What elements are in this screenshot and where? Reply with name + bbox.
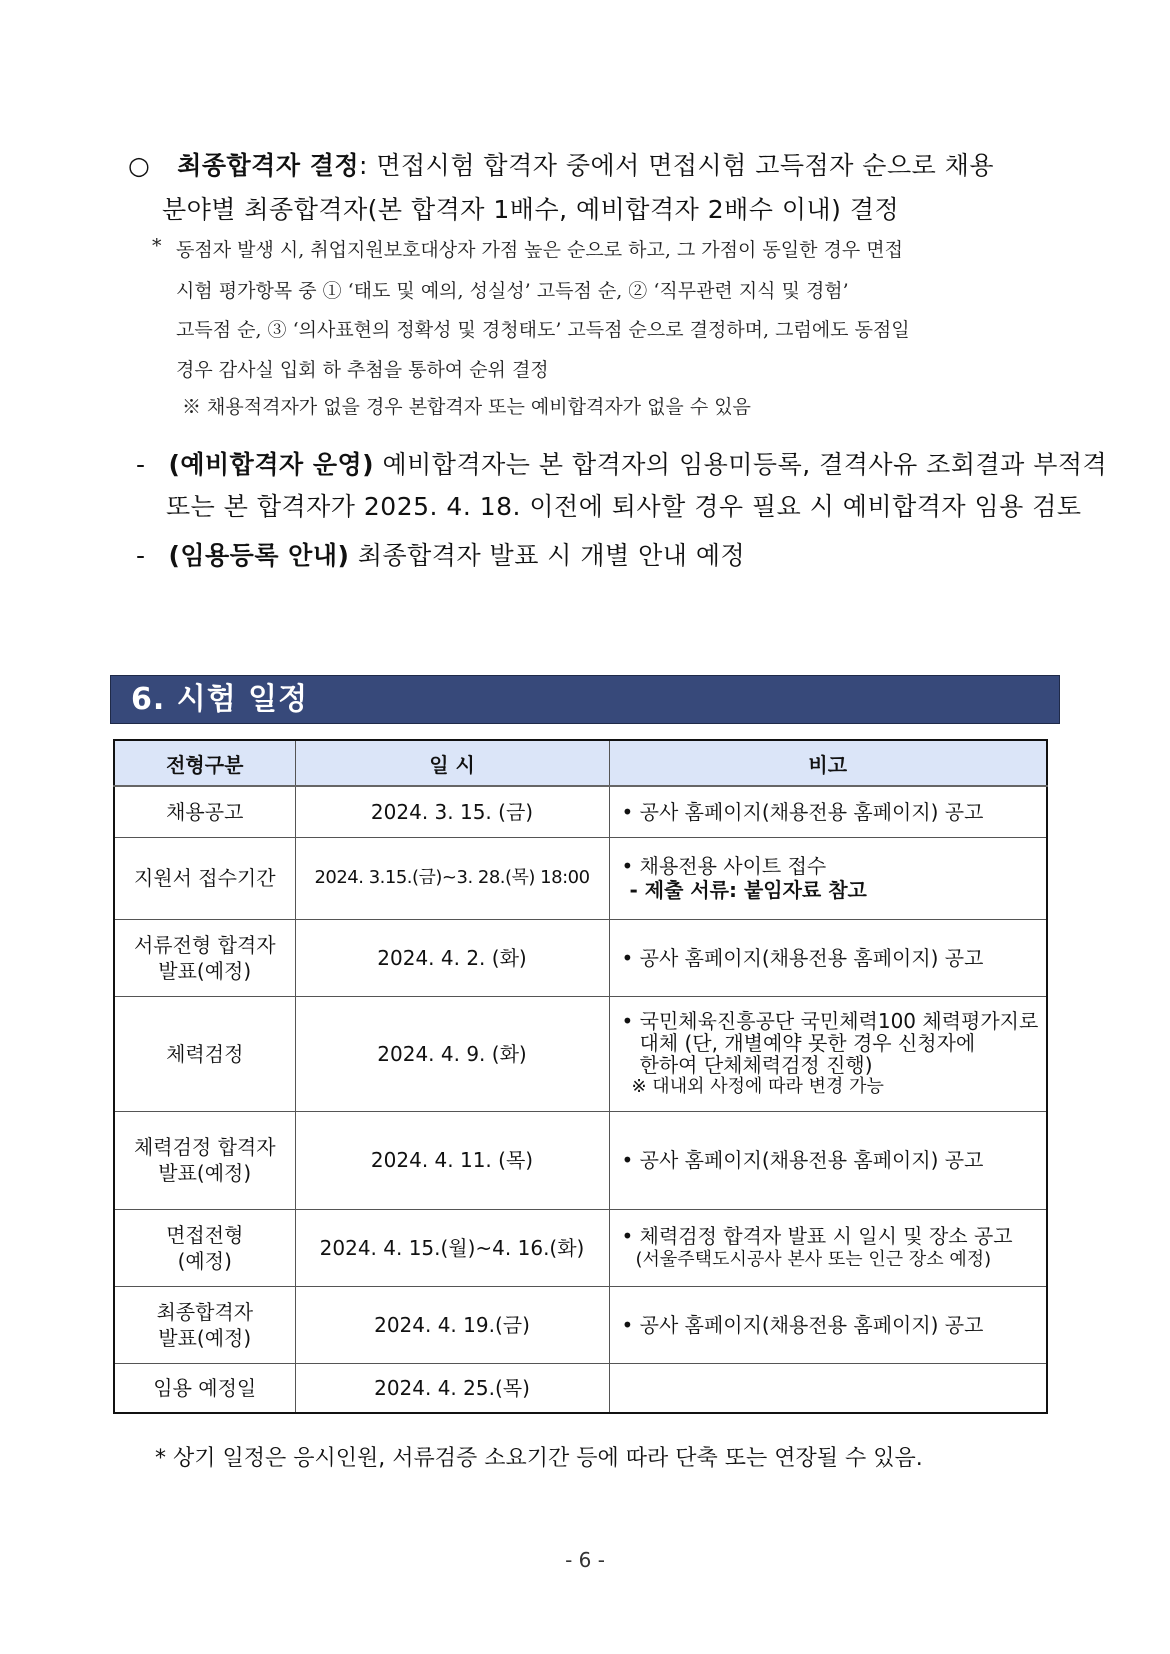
note-remark: ※ 대내외 사정에 따라 변경 가능 (631, 1075, 884, 1097)
reserve-label: (예비합격자 운영) (168, 450, 375, 479)
note-cell (609, 1209, 1047, 1286)
stage-cell (114, 1209, 295, 1286)
stage-label: 발표(예정) (158, 1325, 252, 1350)
note-paren: (서울주택도시공사 본사 또는 인근 장소 예정) (635, 1248, 992, 1270)
col-header-note: 비고 (609, 740, 1047, 786)
note-continuation: 한하여 단체체력검정 진행) (639, 1052, 873, 1077)
stage-label: 지원서 접수기간 (133, 866, 276, 890)
note-bullet: • 공사 홈페이지(채용전용 홈페이지) 공고 (621, 799, 984, 824)
tie-note-marker: * (152, 235, 162, 257)
date-cell: 2024. 4. 2. (화) (295, 919, 609, 996)
stage-cell (114, 1111, 295, 1209)
table-row (114, 1209, 1047, 1286)
stage-label: 발표(예정) (158, 958, 252, 983)
note-bullet: • 채용전용 사이트 접수 (621, 854, 827, 878)
note-cell (609, 837, 1047, 919)
table-row (114, 1286, 1047, 1363)
final-decision-line2: 분야별 최종합격자(본 합격자 1배수, 예비합격자 2배수 이내) 결정 (162, 195, 900, 224)
note-cell (609, 996, 1047, 1111)
date-cell: 2024. 4. 11. (목) (295, 1111, 609, 1209)
date-cell: 2024. 4. 19.(금) (295, 1286, 609, 1363)
note-cell (609, 1286, 1047, 1363)
reference-note: ※ 채용적격자가 없을 경우 본합격자 또는 예비합격자가 없을 수 있음 (182, 396, 751, 418)
table-row (114, 837, 1047, 919)
table-row (114, 1111, 1047, 1209)
reserve-line1 (136, 445, 1107, 481)
registration-text: 최종합격자 발표 시 개별 안내 예정 (349, 541, 746, 570)
tie-note-line: 동점자 발생 시, 취업지원보호대상자 가점 높은 순으로 하고, 그 가점이 동일한 경우 면접 (176, 239, 903, 261)
note-cell (609, 1111, 1047, 1209)
final-decision-line1 (128, 146, 994, 182)
date-cell: 2024. 3. 15. (금) (295, 786, 609, 837)
note-bullet: • 공사 홈페이지(채용전용 홈페이지) 공고 (621, 945, 984, 970)
col-header-date: 일 시 (295, 740, 609, 786)
final-decision-text: : 면접시험 합격자 중에서 면접시험 고득점자 순으로 채용 (359, 151, 995, 180)
date-cell: 2024. 4. 15.(월)~4. 16.(화) (295, 1209, 609, 1286)
table-row (114, 786, 1047, 837)
stage-label: (예정) (177, 1248, 232, 1273)
table-row (114, 1363, 1047, 1413)
note-cell (609, 1363, 1047, 1413)
stage-cell (114, 837, 295, 919)
stage-cell (114, 1286, 295, 1363)
note-sub: - 제출 서류: 붙임자료 참고 (629, 878, 867, 902)
registration-line (136, 536, 745, 572)
table-header-row (114, 740, 1047, 786)
date-cell: 2024. 4. 9. (화) (295, 996, 609, 1111)
note-cell (609, 786, 1047, 837)
section-title: 6. 시험 일정 (110, 675, 1060, 724)
tie-note-line: 시험 평가항목 중 ① ‘태도 및 예의, 성실성’ 고득점 순, ② ‘직무관련 지식 및 경험’ (176, 280, 849, 302)
dash-bullet: - (136, 450, 146, 479)
note-bullet: • 체력검정 합격자 발표 시 일시 및 장소 공고 (621, 1223, 1013, 1248)
stage-label: 체력검정 합격자 (133, 1135, 276, 1159)
schedule-footnote: * 상기 일정은 응시인원, 서류검증 소요기간 등에 따라 단축 또는 연장될 수 있음. (155, 1446, 923, 1471)
table-row (114, 996, 1047, 1111)
stage-cell (114, 996, 295, 1111)
circle-bullet: ○ (128, 151, 151, 180)
page-number: - 6 - (565, 1548, 605, 1572)
stage-label: 임용 예정일 (153, 1375, 257, 1400)
note-continuation: 대체 (단, 개별예약 못한 경우 신청자에 (639, 1030, 976, 1055)
reserve-line2: 또는 본 합격자가 2025. 4. 18. 이전에 퇴사할 경우 필요 시 예비합격자 임용 검토 (166, 492, 1082, 521)
col-header-stage: 전형구분 (114, 740, 295, 786)
stage-label: 최종합격자 (156, 1299, 254, 1324)
table-row (114, 919, 1047, 996)
note-bullet: • 공사 홈페이지(채용전용 홈페이지) 공고 (621, 1148, 984, 1172)
note-bullet: • 국민체육진흥공단 국민체력100 체력평가지로 (621, 1008, 1039, 1033)
stage-cell (114, 786, 295, 837)
stage-cell (114, 919, 295, 996)
dash-bullet: - (136, 541, 146, 570)
stage-cell (114, 1363, 295, 1413)
stage-label: 면접전형 (166, 1222, 244, 1247)
note-bullet: • 공사 홈페이지(채용전용 홈페이지) 공고 (621, 1312, 984, 1337)
schedule-table (113, 739, 1048, 1414)
note-cell (609, 919, 1047, 996)
stage-label: 발표(예정) (158, 1161, 252, 1185)
stage-label: 서류전형 합격자 (133, 932, 276, 957)
registration-label: (임용등록 안내) (168, 541, 350, 570)
stage-label: 체력검정 (166, 1041, 244, 1066)
date-cell: 2024. 4. 25.(목) (295, 1363, 609, 1413)
final-decision-label: 최종합격자 결정 (177, 151, 359, 180)
stage-label: 채용공고 (166, 799, 244, 824)
date-cell: 2024. 3.15.(금)~3. 28.(목) 18:00 (295, 837, 609, 919)
tie-note-line: 고득점 순, ③ ‘의사표현의 정확성 및 경청태도’ 고득점 순으로 결정하며, 그럼에도 동점일 (176, 319, 910, 341)
reserve-text: 예비합격자는 본 합격자의 임용미등록, 결격사유 조회결과 부적격 (374, 450, 1108, 479)
tie-note-line: 경우 감사실 입회 하 추첨을 통하여 순위 결정 (176, 359, 549, 381)
